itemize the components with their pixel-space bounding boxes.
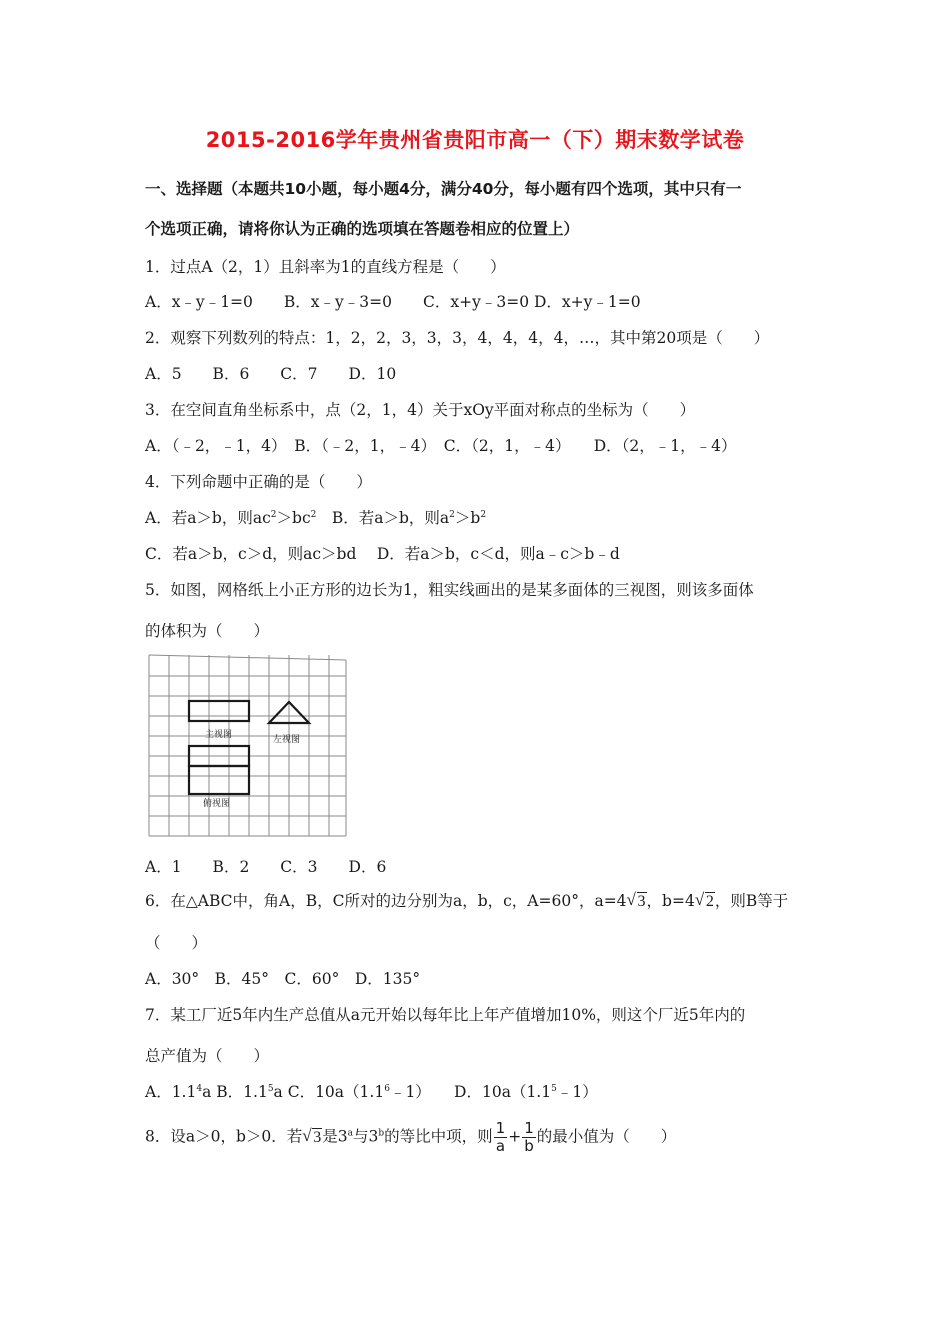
plus-sign: + <box>508 1127 522 1146</box>
q4-exp: 2 <box>480 510 487 520</box>
q7-stem-line2: 总产值为（ ） <box>145 1047 270 1065</box>
q6-stem-mid: ，b=4 <box>646 892 695 910</box>
q7-expC: 6 <box>384 1084 390 1094</box>
q2-options: A．5 B．6 C．7 D．10 <box>145 365 397 383</box>
q6-stem <box>145 889 788 911</box>
q5-stem-line2: 的体积为（ ） <box>145 622 270 640</box>
q8-stem-mid2: 与3 <box>353 1127 379 1146</box>
label-front-view: 主视图 <box>205 730 233 740</box>
q6-stem-pre: 6．在△ABC中，角A，B，C所对的边分别为a，b，c，A=60°，a=4 <box>145 892 627 910</box>
q5-options: A．1 B．2 C．3 D．6 <box>145 858 387 876</box>
q4-exp: 2 <box>449 510 455 520</box>
q4-optA-mid: ＞bc <box>276 509 311 527</box>
q7-stem-line1: 7．某工厂近5年内生产总值从a元开始以每年比上年产值增加10%，则这个厂近5年内的 <box>145 1006 746 1024</box>
q3-options: A．（﹣2，﹣1，4） B．（﹣2，1，﹣4） C．（2，1，﹣4） D．（2，﹣1，﹣4） <box>145 437 737 455</box>
q4-optB-pre: B．若a＞b，则a <box>316 509 450 527</box>
q4-exp: 2 <box>310 510 317 520</box>
fraction-1-over-b: $\frac{1}{b}$ <box>524 1119 534 1155</box>
q7-optD-pre: ﹣1） D．10a（1.1 <box>389 1083 552 1101</box>
exam-title: 2015-2016学年贵州省贵阳市高一（下）期末数学试卷 <box>205 128 745 152</box>
q7-optA: A．1.1 <box>145 1083 197 1101</box>
section-heading-line1: 一、选择题（本题共10小题，每小题4分，满分40分，每小题有四个选项，其中只有一 <box>145 180 742 198</box>
q7-expD: 5 <box>551 1084 557 1094</box>
top-view-rect-lower <box>189 766 249 794</box>
q8-exp-a: a <box>347 1128 353 1139</box>
q7-optC: a C．10a（1.1 <box>273 1083 385 1101</box>
q2-stem: 2．观察下列数列的特点：1，2，2，3，3，3，4，4，4，4，…，其中第20项是（ ） <box>145 329 770 347</box>
three-view-figure <box>145 652 350 840</box>
q8-stem-post: 的最小值为（ ） <box>536 1127 677 1146</box>
q8-exp-b: b <box>378 1128 385 1139</box>
section-heading-line2: 个选项正确，请将你认为正确的选项填在答题卷相应的位置上） <box>145 220 580 238</box>
q4-optA-pre: A．若a＞b，则ac <box>145 509 271 527</box>
label-top-view: 俯视图 <box>203 799 231 809</box>
q4-exp: 2 <box>270 510 277 520</box>
q8-stem-pre: 8．设a＞0，b＞0．若 <box>145 1127 303 1146</box>
sqrt-2: √ 2 <box>694 890 714 910</box>
q7-optD-post: ﹣1） <box>556 1083 598 1101</box>
q1-stem: 1．过点A（2，1）且斜率为1的直线方程是（ ） <box>145 258 506 276</box>
q4-options-cd: C．若a＞b，c＞d，则ac＞bd D．若a＞b，c＜d，则a﹣c＞b﹣d <box>145 545 620 563</box>
q7-optB: a B．1.1 <box>202 1083 268 1101</box>
three-view-grid <box>145 652 350 840</box>
front-view-rect <box>189 701 249 721</box>
q4-options-ab <box>145 506 486 528</box>
q8-stem-mid3: 的等比中项，则 <box>384 1127 493 1146</box>
q8-stem-mid1: 是3 <box>322 1127 348 1146</box>
q3-stem: 3．在空间直角坐标系中，点（2，1，4）关于xOy平面对称点的坐标为（ ） <box>145 401 696 419</box>
q1-options: A．x﹣y﹣1=0 B．x﹣y﹣3=0 C．x+y﹣3=0 D．x+y﹣1=0 <box>145 293 641 311</box>
q6-stem-line2: （ ） <box>145 934 208 952</box>
label-side-view: 左视图 <box>273 735 301 745</box>
q6-options: A．30° B．45° C．60° D．135° <box>145 970 421 988</box>
q8-stem <box>145 1120 676 1155</box>
q6-stem-post: ，则B等于 <box>714 892 789 910</box>
q7-options <box>145 1080 598 1102</box>
sqrt-3: √ 3 <box>626 890 646 910</box>
q4-stem: 4．下列命题中正确的是（ ） <box>145 473 372 491</box>
fraction-1-over-a: $\frac{1}{a}$ <box>495 1119 506 1155</box>
q7-expB: 5 <box>267 1084 274 1094</box>
q7-expA: 4 <box>196 1084 203 1094</box>
q5-stem-line1: 5．如图，网格纸上小正方形的边长为1，粗实线画出的是某多面体的三视图，则该多面体 <box>145 581 754 599</box>
sqrt-3: √ 3 <box>302 1125 322 1146</box>
q4-optB-mid: ＞b <box>454 509 481 527</box>
